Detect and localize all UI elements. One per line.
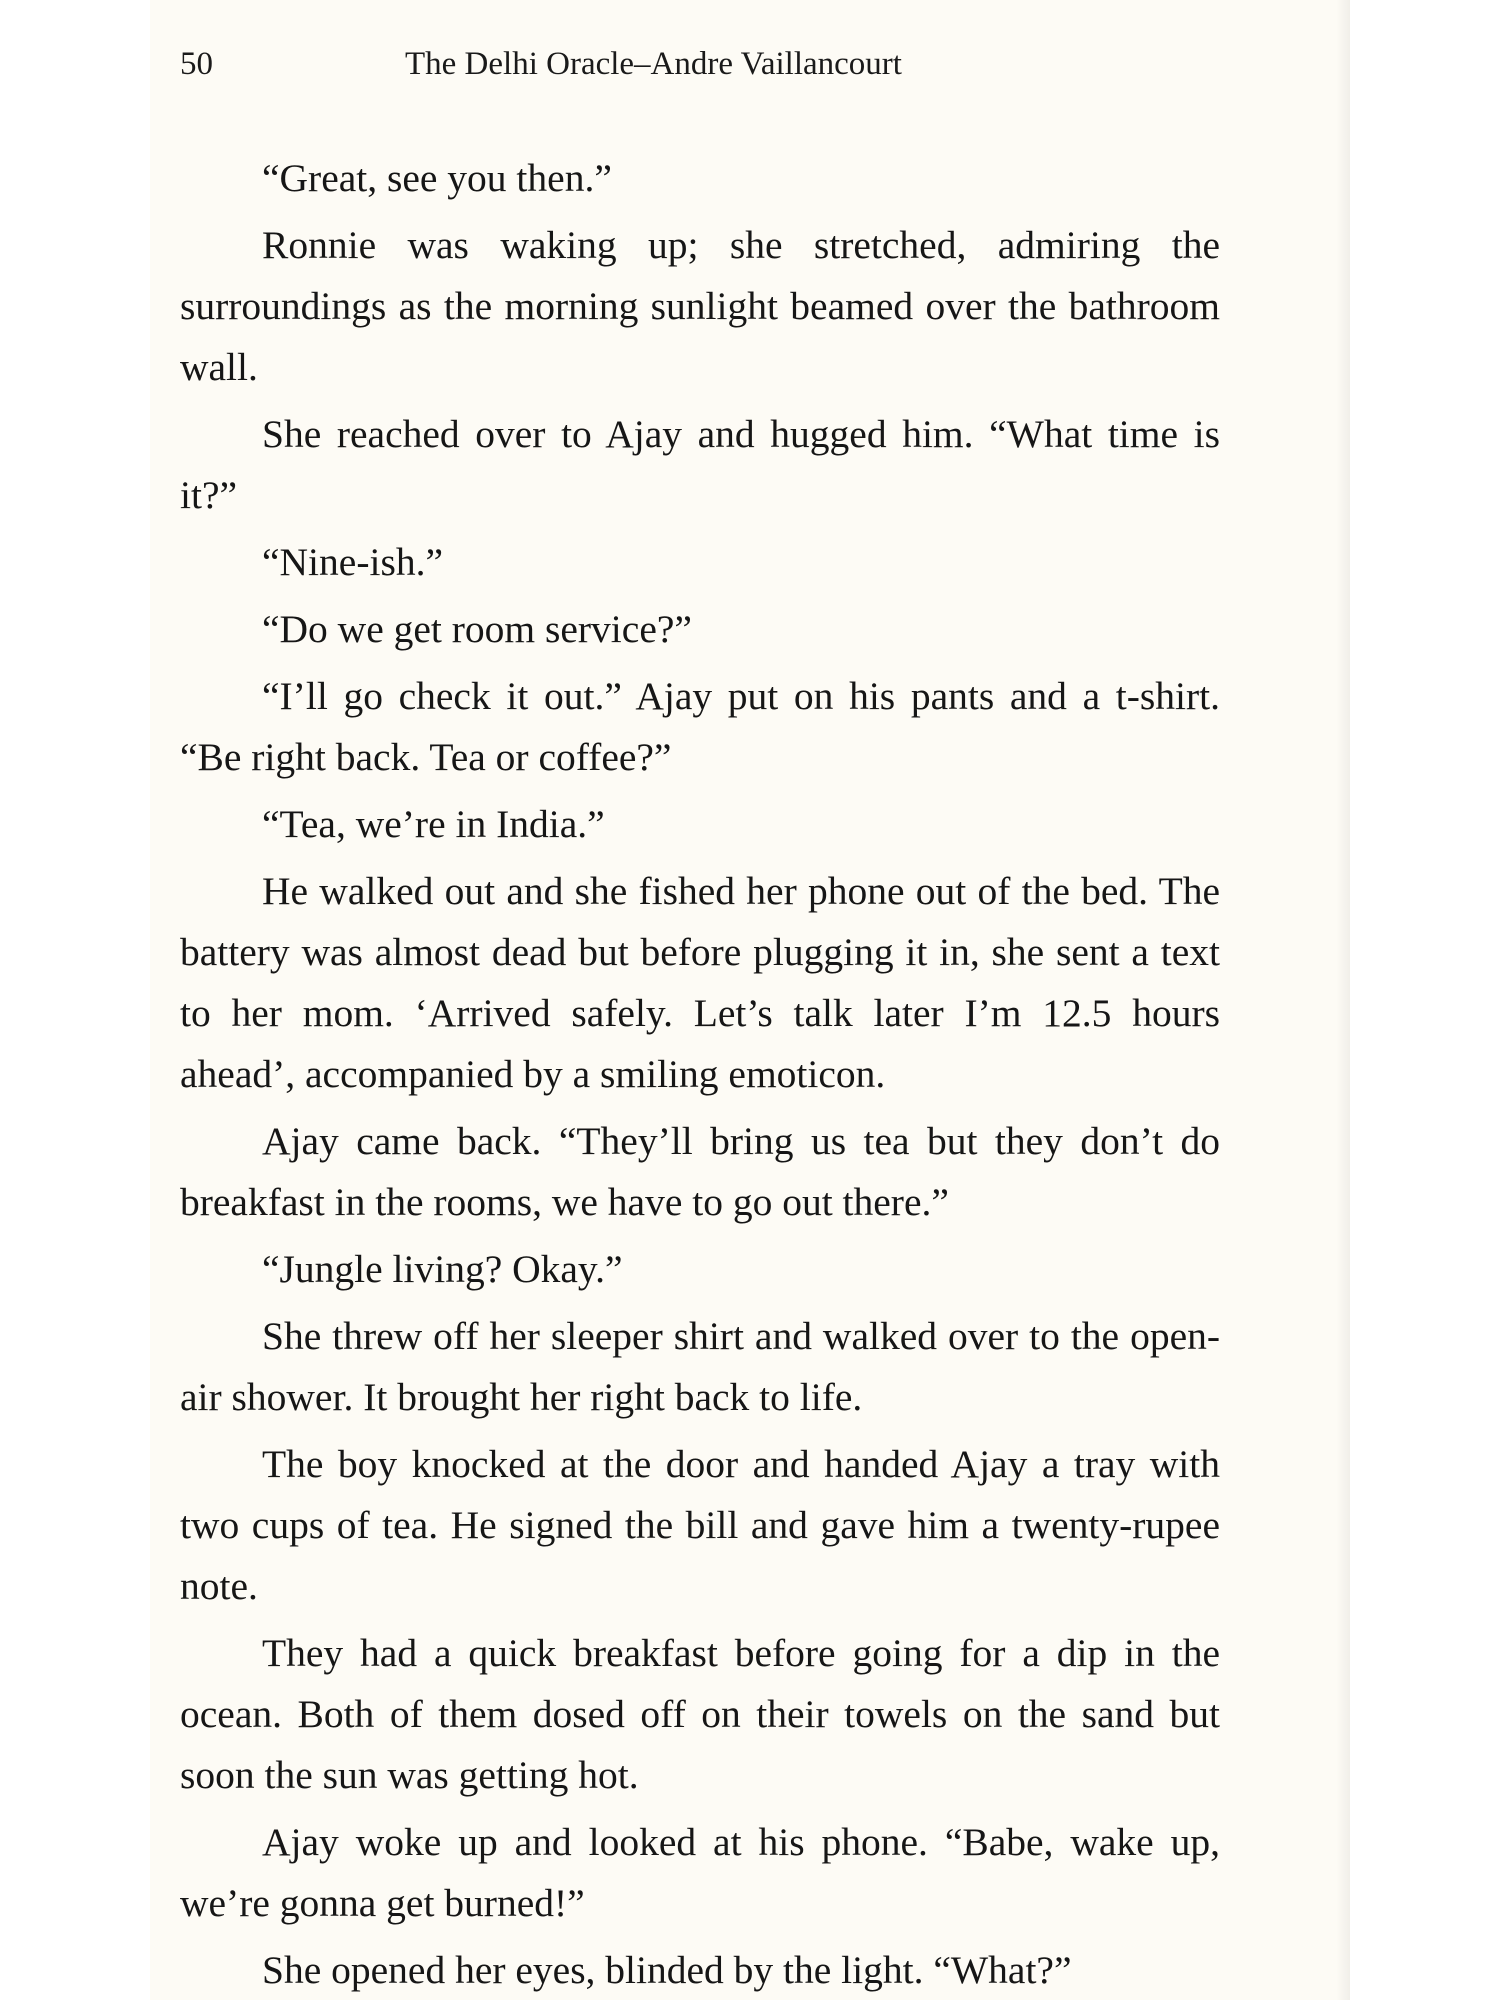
paragraph: “Great, see you then.”: [262, 156, 612, 200]
book-page: [150, 0, 1350, 2000]
paragraph: She threw off her sleeper shirt and walked over to the open-air shower. It brought her right back to life.: [180, 1314, 1220, 1419]
page-edge-shadow: [1336, 0, 1350, 2000]
page-header: [180, 46, 1220, 96]
paragraph: Ajay came back. “They’ll bring us tea but they don’t do breakfast in the rooms, we have to go out there.”: [180, 1119, 1220, 1224]
paragraph: “I’ll go check it out.” Ajay put on his pants and a t-shirt. “Be right back. Tea or coffee?”: [180, 674, 1220, 779]
paragraph: “Jungle living? Okay.”: [262, 1247, 623, 1291]
paragraph: Ajay woke up and looked at his phone. “Babe, wake up, we’re gonna get burned!”: [180, 1820, 1220, 1925]
paragraph: She reached over to Ajay and hugged him. “What time is it?”: [180, 412, 1220, 517]
paragraph: The boy knocked at the door and handed Ajay a tray with two cups of tea. He signed the bill and gave him a twenty-rupee note.: [180, 1442, 1220, 1608]
paragraph: “Tea, we’re in India.”: [262, 802, 605, 846]
body-text: [180, 148, 1220, 2000]
paragraph: Ronnie was waking up; she stretched, admiring the surroundings as the morning sunlight beamed over the bathroom wall.: [180, 223, 1220, 389]
page-number: 50: [180, 46, 213, 82]
paragraph: “Do we get room service?”: [262, 607, 692, 651]
paragraph: He walked out and she fished her phone out of the bed. The battery was almost dead but before plugging it in, she sent a text to her mom. ‘Arrived safely. Let’s talk later I’m 12.5 hours ahead’, accompanied by a smiling emoticon.: [180, 869, 1220, 1096]
paragraph: She opened her eyes, blinded by the light. “What?”: [262, 1948, 1072, 1992]
running-head: The Delhi Oracle–Andre Vaillancourt: [405, 46, 902, 82]
paragraph: They had a quick breakfast before going for a dip in the ocean. Both of them dosed off on their towels on the sand but soon the sun was getting hot.: [180, 1631, 1220, 1797]
paragraph: “Nine-ish.”: [262, 540, 443, 584]
